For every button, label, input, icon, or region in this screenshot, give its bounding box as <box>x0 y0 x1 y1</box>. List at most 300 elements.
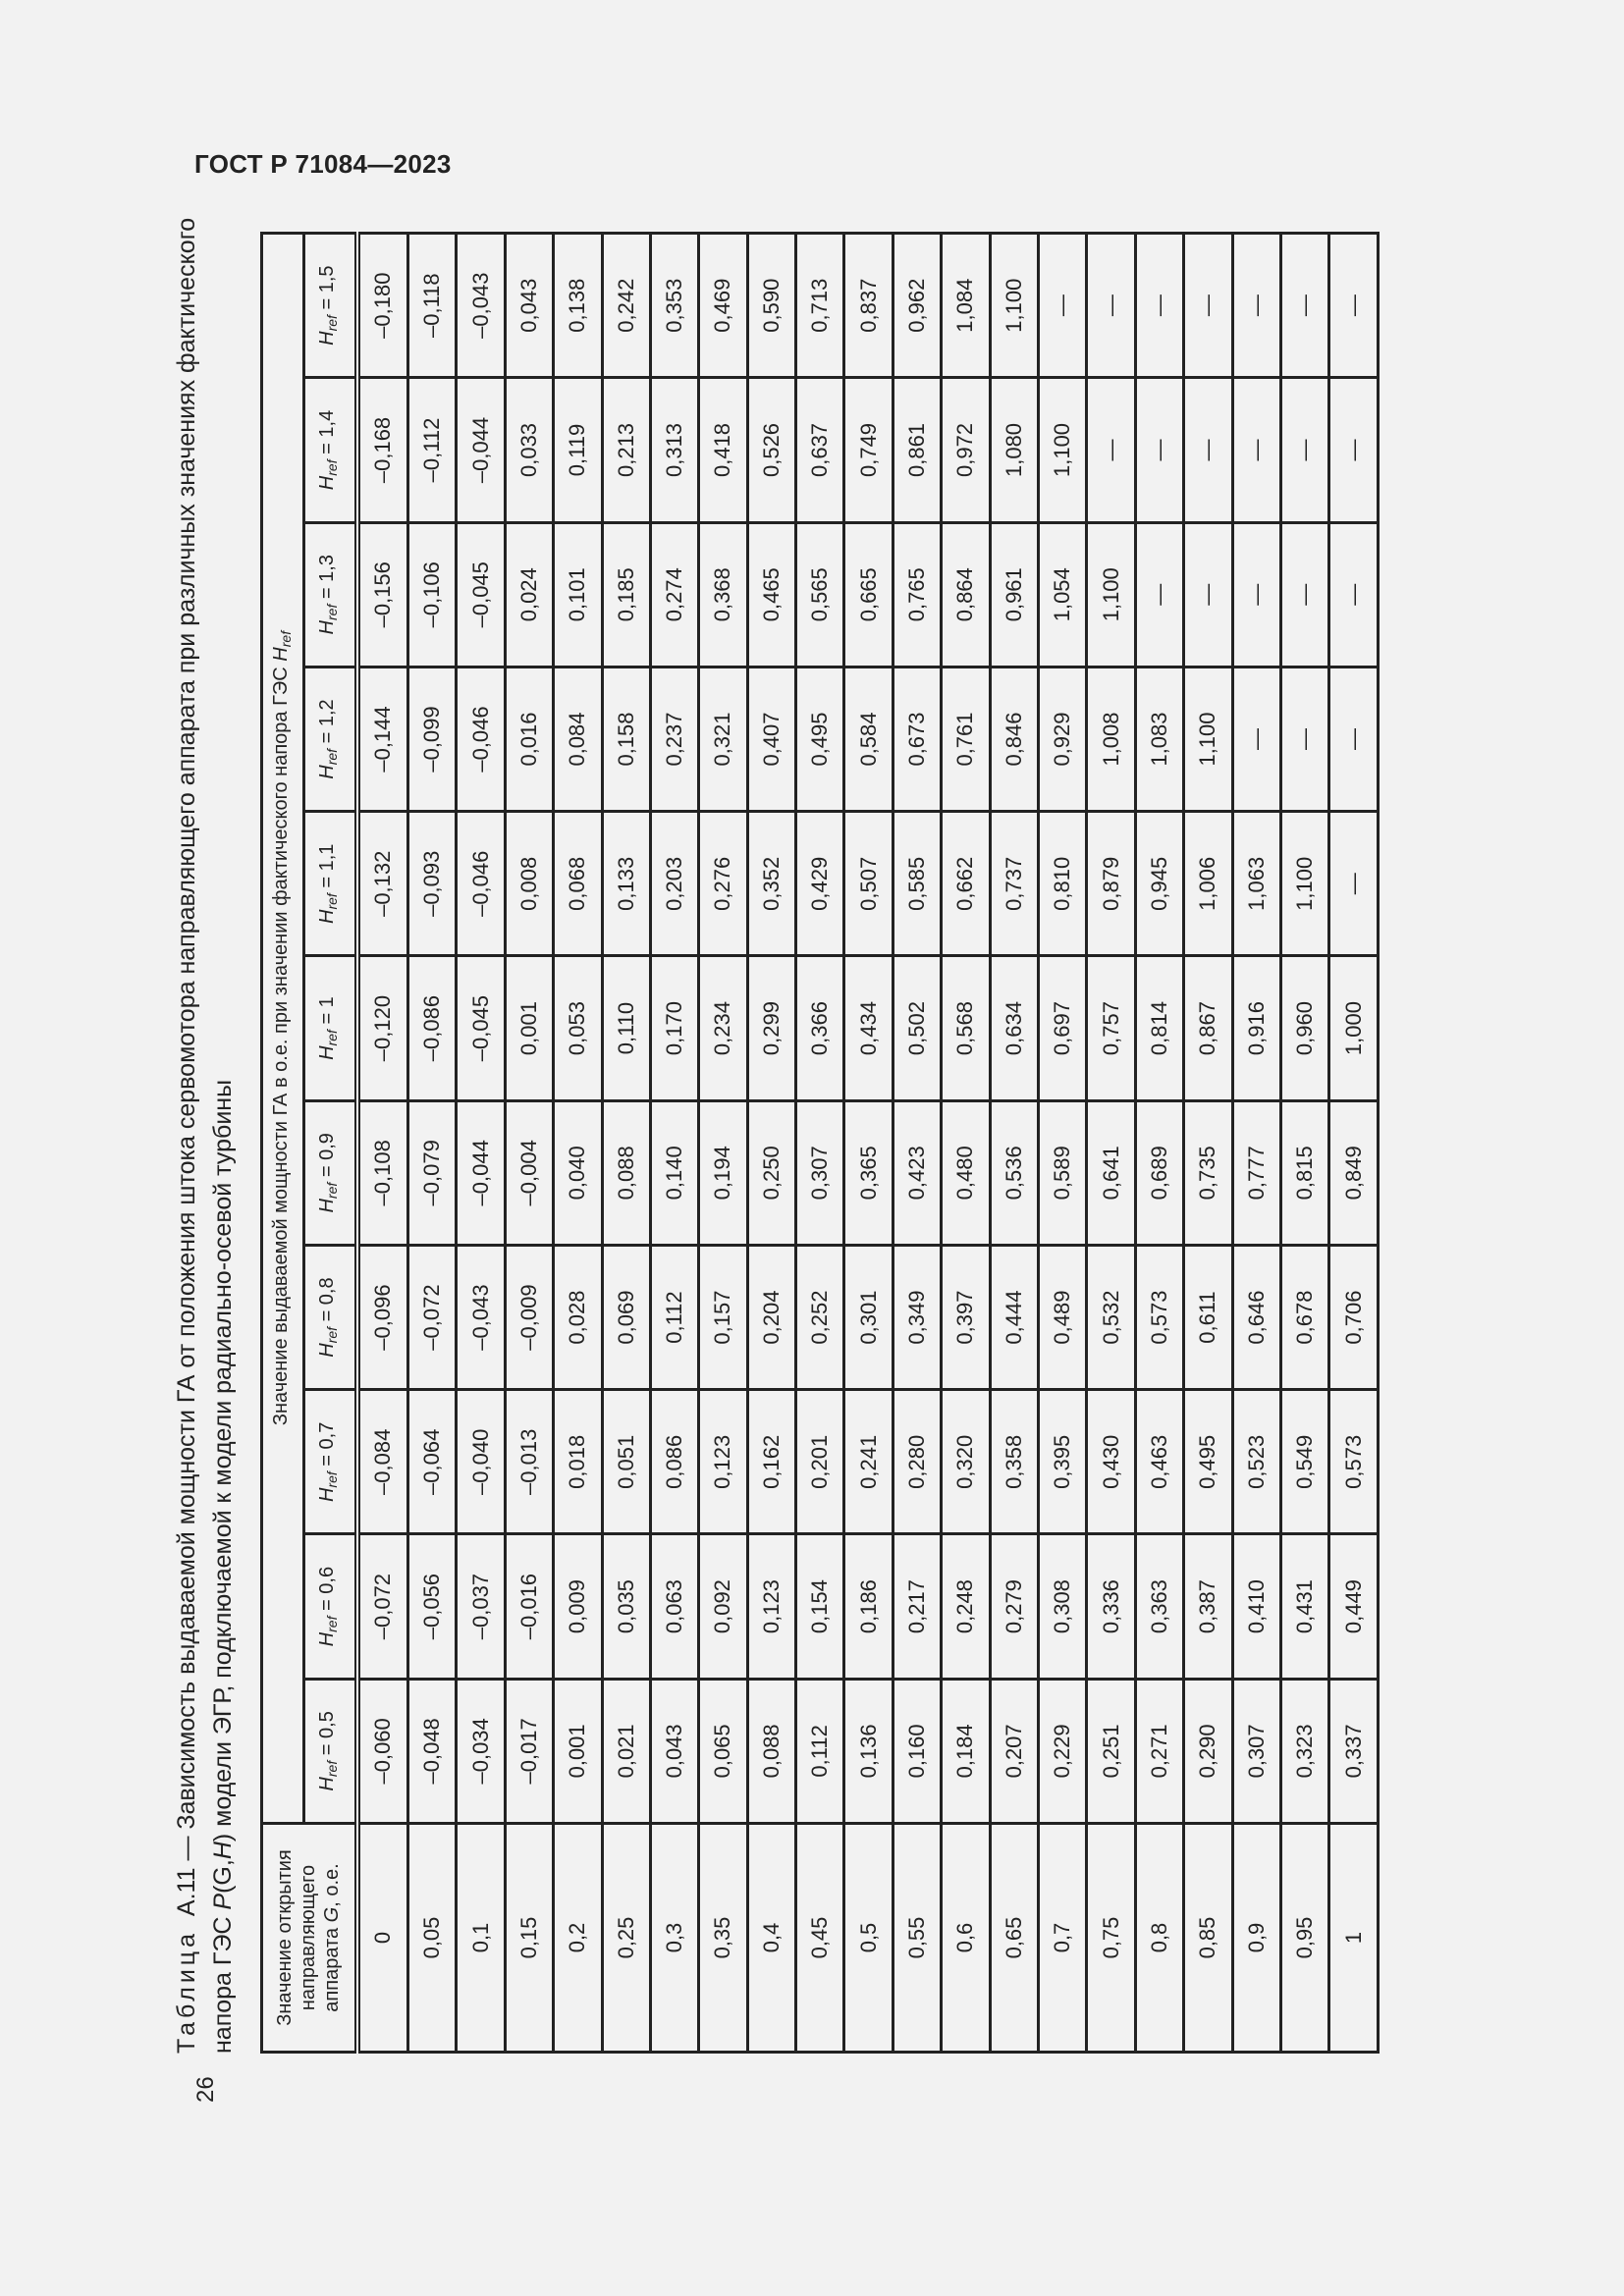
row-header-text: , о.е. <box>321 1863 344 1907</box>
power-value-cell: –0,064 <box>407 1390 456 1534</box>
g-value-cell: 0,8 <box>1135 1824 1183 2053</box>
power-value-cell: 0,929 <box>1039 667 1087 811</box>
power-value-cell: 1,100 <box>990 234 1038 378</box>
power-value-cell: 0,234 <box>699 956 747 1100</box>
power-value-cell: –0,132 <box>357 812 408 956</box>
power-value-cell: 0,590 <box>747 234 795 378</box>
table-row <box>1184 234 1232 2053</box>
power-value-cell: 0,024 <box>505 522 553 667</box>
power-value-cell: 0,321 <box>699 667 747 811</box>
power-value-cell: 0,366 <box>796 956 844 1100</box>
power-value-cell: 0,358 <box>990 1390 1038 1534</box>
h-var: H <box>316 475 339 491</box>
power-value-cell: 0,814 <box>1135 956 1183 1100</box>
power-value-cell: 0,565 <box>796 522 844 667</box>
power-value-cell: 0,961 <box>990 522 1038 667</box>
power-value-cell: 0,018 <box>554 1390 602 1534</box>
power-value-cell: –0,118 <box>407 234 456 378</box>
h-sub: ref <box>324 1326 341 1344</box>
power-value-cell: 0,028 <box>554 1245 602 1389</box>
power-value-cell: 0,463 <box>1135 1390 1183 1534</box>
power-value-cell: 0,084 <box>554 667 602 811</box>
table-row <box>699 234 747 2053</box>
table-caption <box>169 188 242 2054</box>
table-row <box>990 234 1038 2053</box>
power-value-cell: 0,815 <box>1280 1100 1328 1245</box>
caption-line-1 <box>169 188 205 2054</box>
power-value-cell: 0,757 <box>1087 956 1135 1100</box>
row-header-cell <box>262 1824 357 2053</box>
power-value-cell: — <box>1329 812 1379 956</box>
group-header-cell <box>262 234 304 1824</box>
g-value-cell: 0,4 <box>747 1824 795 2053</box>
power-value-cell: 0,689 <box>1135 1100 1183 1245</box>
column-header: $H_{ref} = 0,7$ <box>304 1390 357 1534</box>
g-value-cell: 0,65 <box>990 1824 1038 2053</box>
column-header: $H_{ref} = 1,1$ <box>304 812 357 956</box>
power-value-cell: 0,274 <box>650 522 698 667</box>
column-header: $H_{ref} = 0,8$ <box>304 1245 357 1389</box>
table-row <box>893 234 941 2053</box>
power-value-cell: 0,480 <box>942 1100 990 1245</box>
power-value-cell: 0,434 <box>844 956 893 1100</box>
power-value-cell: 0,053 <box>554 956 602 1100</box>
table-row <box>1280 234 1328 2053</box>
power-value-cell: 0,962 <box>893 234 941 378</box>
power-value-cell: 1,063 <box>1232 812 1280 956</box>
power-value-cell: –0,180 <box>357 234 408 378</box>
g-value-cell: 0,1 <box>457 1824 505 2053</box>
power-value-cell: 0,204 <box>747 1245 795 1389</box>
power-value-cell: 0,290 <box>1184 1679 1232 1823</box>
power-value-cell: 0,697 <box>1039 956 1087 1100</box>
power-value-cell: –0,040 <box>457 1390 505 1534</box>
power-value-cell: –0,086 <box>407 956 456 1100</box>
h-value: 0,7 <box>316 1421 339 1450</box>
power-value-cell: –0,120 <box>357 956 408 1100</box>
h-sub: ref <box>324 1760 341 1778</box>
power-value-cell: –0,060 <box>357 1679 408 1823</box>
power-value-cell: 0,136 <box>844 1679 893 1823</box>
power-value-cell: 0,349 <box>893 1245 941 1389</box>
g-value-cell: 0,9 <box>1232 1824 1280 2053</box>
power-value-cell: 0,549 <box>1280 1390 1328 1534</box>
table-row <box>1087 234 1135 2053</box>
power-value-cell: –0,093 <box>407 812 456 956</box>
h-value: 1,1 <box>316 843 339 872</box>
power-value-cell: 0,662 <box>942 812 990 956</box>
power-value-cell: 0,201 <box>796 1390 844 1534</box>
power-value-cell: 0,035 <box>602 1534 650 1679</box>
h-value: 1,4 <box>316 409 339 438</box>
power-value-cell: 0,387 <box>1184 1534 1232 1679</box>
power-value-cell: 0,160 <box>893 1679 941 1823</box>
h-var: H <box>316 1487 339 1503</box>
power-value-cell: 0,250 <box>747 1100 795 1245</box>
power-value-cell: 0,001 <box>554 1679 602 1823</box>
power-value-cell: 0,033 <box>505 378 553 522</box>
power-value-cell: — <box>1329 522 1379 667</box>
caption-var: P <box>209 1893 237 1910</box>
power-value-cell: –0,004 <box>505 1100 553 1245</box>
power-value-cell: –0,044 <box>457 1100 505 1245</box>
power-value-cell: 0,043 <box>505 234 553 378</box>
power-value-cell: –0,017 <box>505 1679 553 1823</box>
power-value-cell: –0,046 <box>457 667 505 811</box>
power-value-cell: 0,507 <box>844 812 893 956</box>
power-value-cell: — <box>1135 522 1183 667</box>
power-value-cell: 0,765 <box>893 522 941 667</box>
power-value-cell: 0,444 <box>990 1245 1038 1389</box>
table-row <box>407 234 456 2053</box>
power-value-cell: 0,307 <box>796 1100 844 1245</box>
power-value-cell: 0,086 <box>650 1390 698 1534</box>
h-value: 1,3 <box>316 555 339 582</box>
power-value-cell: 0,043 <box>650 1679 698 1823</box>
h-var: H <box>316 1045 339 1060</box>
power-value-cell: — <box>1280 522 1328 667</box>
power-value-cell: 0,972 <box>942 378 990 522</box>
table-row <box>357 234 408 2053</box>
power-value-cell: 0,299 <box>747 956 795 1100</box>
h-var: H <box>316 331 339 346</box>
power-value-cell: –0,072 <box>357 1534 408 1679</box>
table-row <box>457 234 505 2053</box>
power-value-cell: 0,397 <box>942 1245 990 1389</box>
h-sub: ref <box>324 1471 341 1488</box>
g-value-cell: 0,3 <box>650 1824 698 2053</box>
power-value-cell: 0,237 <box>650 667 698 811</box>
power-value-cell: — <box>1135 378 1183 522</box>
g-value-cell: 0,2 <box>554 1824 602 2053</box>
power-value-cell: 0,158 <box>602 667 650 811</box>
power-value-cell: –0,056 <box>407 1534 456 1679</box>
power-value-cell: 0,573 <box>1329 1390 1379 1534</box>
power-value-cell: 0,589 <box>1039 1100 1087 1245</box>
power-value-cell: 0,088 <box>602 1100 650 1245</box>
h-var: H <box>316 1199 339 1213</box>
power-value-cell: 0,737 <box>990 812 1038 956</box>
power-value-cell: 0,185 <box>602 522 650 667</box>
power-value-cell: –0,108 <box>357 1100 408 1245</box>
table-row <box>1329 234 1379 2053</box>
power-value-cell: 0,495 <box>796 667 844 811</box>
power-value-cell: 0,213 <box>602 378 650 522</box>
power-value-cell: –0,044 <box>457 378 505 522</box>
power-value-cell: 0,365 <box>844 1100 893 1245</box>
power-value-cell: 0,469 <box>699 234 747 378</box>
power-value-cell: 0,323 <box>1280 1679 1328 1823</box>
power-value-cell: 0,495 <box>1184 1390 1232 1534</box>
power-value-cell: 0,641 <box>1087 1100 1135 1245</box>
power-value-cell: 0,611 <box>1184 1245 1232 1389</box>
h-value: 0,6 <box>316 1566 339 1594</box>
power-value-cell: 0,138 <box>554 234 602 378</box>
power-value-cell: 0,363 <box>1135 1534 1183 1679</box>
g-value-cell: 1 <box>1329 1824 1379 2053</box>
power-value-cell: 0,063 <box>650 1534 698 1679</box>
power-value-cell: 0,879 <box>1087 812 1135 956</box>
power-value-cell: –0,072 <box>407 1245 456 1389</box>
power-value-cell: 0,009 <box>554 1534 602 1679</box>
table-row <box>1039 234 1087 2053</box>
power-value-cell: 1,054 <box>1039 522 1087 667</box>
power-value-cell: 0,777 <box>1232 1100 1280 1245</box>
table-row <box>1135 234 1183 2053</box>
power-value-cell: 0,665 <box>844 522 893 667</box>
power-value-cell: — <box>1184 522 1232 667</box>
power-value-cell: 0,040 <box>554 1100 602 1245</box>
power-value-cell: 0,140 <box>650 1100 698 1245</box>
power-value-cell: — <box>1280 667 1328 811</box>
power-value-cell: 0,352 <box>747 812 795 956</box>
power-value-cell: 0,713 <box>796 234 844 378</box>
power-value-cell: 0,353 <box>650 234 698 378</box>
power-value-cell: 0,489 <box>1039 1245 1087 1389</box>
power-value-cell: 0,279 <box>990 1534 1038 1679</box>
table-row <box>796 234 844 2053</box>
power-value-cell: — <box>1329 378 1379 522</box>
power-value-cell: –0,106 <box>407 522 456 667</box>
power-value-cell: 0,248 <box>942 1534 990 1679</box>
power-value-cell: 0,016 <box>505 667 553 811</box>
power-value-cell: — <box>1232 667 1280 811</box>
page-number: 26 <box>192 2076 219 2103</box>
power-value-cell: 0,242 <box>602 234 650 378</box>
table-word: Таблица <box>173 1929 200 2054</box>
power-value-cell: 0,307 <box>1232 1679 1280 1823</box>
h-sub: ref <box>324 1030 341 1046</box>
power-value-cell: 0,069 <box>602 1245 650 1389</box>
power-value-cell: — <box>1329 234 1379 378</box>
power-value-cell: 0,864 <box>942 522 990 667</box>
caption-line-2 <box>205 188 242 2054</box>
power-value-cell: 0,867 <box>1184 956 1232 1100</box>
power-value-cell: 0,251 <box>1087 1679 1135 1823</box>
power-value-cell: 0,837 <box>844 234 893 378</box>
power-value-cell: –0,009 <box>505 1245 553 1389</box>
power-value-cell: 0,568 <box>942 956 990 1100</box>
power-value-cell: 0,217 <box>893 1534 941 1679</box>
g-value-cell: 0,05 <box>407 1824 456 2053</box>
power-value-cell: 1,006 <box>1184 812 1232 956</box>
table-row <box>747 234 795 2053</box>
header-row-group <box>262 234 304 2053</box>
power-value-cell: 0,068 <box>554 812 602 956</box>
power-value-cell: 0,407 <box>747 667 795 811</box>
power-value-cell: –0,013 <box>505 1390 553 1534</box>
power-value-cell: — <box>1232 234 1280 378</box>
power-value-cell: 1,084 <box>942 234 990 378</box>
power-value-cell: 0,123 <box>747 1534 795 1679</box>
power-value-cell: 0,337 <box>1329 1679 1379 1823</box>
g-value-cell: 0,95 <box>1280 1824 1328 2053</box>
power-value-cell: 0,431 <box>1280 1534 1328 1679</box>
g-value-cell: 0,5 <box>844 1824 893 2053</box>
column-header: $H_{ref} = 0,6$ <box>304 1534 357 1679</box>
power-value-cell: 0,157 <box>699 1245 747 1389</box>
table-row <box>554 234 602 2053</box>
table-row <box>650 234 698 2053</box>
h-var: H <box>316 765 339 779</box>
power-value-cell: 0,170 <box>650 956 698 1100</box>
power-value-cell: 0,119 <box>554 378 602 522</box>
h-sub: ref <box>324 1616 341 1632</box>
power-value-cell: 0,336 <box>1087 1534 1135 1679</box>
power-value-cell: 1,080 <box>990 378 1038 522</box>
power-value-cell: 0,861 <box>893 378 941 522</box>
h-sub: ref <box>324 748 341 766</box>
power-value-cell: 0,112 <box>796 1679 844 1823</box>
power-value-cell: 0,123 <box>699 1390 747 1534</box>
power-value-cell: 0,429 <box>796 812 844 956</box>
column-header: $H_{ref} = 1,5$ <box>304 234 357 378</box>
g-value-cell: 0,55 <box>893 1824 941 2053</box>
power-value-cell: — <box>1232 378 1280 522</box>
power-value-cell: 0,112 <box>650 1245 698 1389</box>
power-value-cell: 0,308 <box>1039 1534 1087 1679</box>
power-value-cell: –0,156 <box>357 522 408 667</box>
power-value-cell: — <box>1087 378 1135 522</box>
power-value-cell: 0,088 <box>747 1679 795 1823</box>
power-value-cell: 1,100 <box>1280 812 1328 956</box>
power-value-cell: –0,034 <box>457 1679 505 1823</box>
h-value: 0,9 <box>316 1133 339 1160</box>
caption-var: H <box>209 1842 237 1860</box>
table-body <box>357 234 1379 2053</box>
h-var: H <box>316 1777 339 1791</box>
power-value-cell: 0,162 <box>747 1390 795 1534</box>
power-value-cell: 0,449 <box>1329 1534 1379 1679</box>
h-sub: ref <box>324 459 341 476</box>
h-var: H <box>316 1343 339 1358</box>
power-value-cell: 0,430 <box>1087 1390 1135 1534</box>
power-value-cell: 1,008 <box>1087 667 1135 811</box>
column-header: $H_{ref} = 0,9$ <box>304 1100 357 1245</box>
power-value-cell: –0,045 <box>457 956 505 1100</box>
power-value-cell: 0,313 <box>650 378 698 522</box>
power-value-cell: 0,271 <box>1135 1679 1183 1823</box>
power-value-cell: –0,099 <box>407 667 456 811</box>
power-value-cell: 0,001 <box>505 956 553 1100</box>
power-value-cell: 0,584 <box>844 667 893 811</box>
g-value-cell: 0,35 <box>699 1824 747 2053</box>
power-value-cell: 0,207 <box>990 1679 1038 1823</box>
power-value-cell: 0,252 <box>796 1245 844 1389</box>
power-value-cell: 0,368 <box>699 522 747 667</box>
power-value-cell: –0,016 <box>505 1534 553 1679</box>
power-value-cell: –0,168 <box>357 378 408 522</box>
power-value-cell: 1,100 <box>1087 522 1135 667</box>
h-value: 1,5 <box>316 265 339 294</box>
power-value-cell: 0,423 <box>893 1100 941 1245</box>
power-value-cell: 1,000 <box>1329 956 1379 1100</box>
power-value-cell: 0,846 <box>990 667 1038 811</box>
table-row <box>1232 234 1280 2053</box>
power-value-cell: 0,320 <box>942 1390 990 1534</box>
power-value-cell: — <box>1280 234 1328 378</box>
h-sub: ref <box>324 604 341 620</box>
power-value-cell: 0,021 <box>602 1679 650 1823</box>
h-value: 0,5 <box>316 1711 339 1738</box>
data-table-container <box>260 232 1380 2054</box>
caption-text: ) модели ЭГР, подключаемой к модели радиально-осевой турбины <box>209 1079 237 1842</box>
table-row <box>602 234 650 2053</box>
power-value-cell: — <box>1232 522 1280 667</box>
power-value-cell: — <box>1087 234 1135 378</box>
power-value-cell: 0,410 <box>1232 1534 1280 1679</box>
column-header: $H_{ref} = 1,4$ <box>304 378 357 522</box>
column-header: $H_{ref} = 0,5$ <box>304 1679 357 1823</box>
caption-text: (G, <box>209 1859 237 1894</box>
power-value-cell: 0,523 <box>1232 1390 1280 1534</box>
power-value-cell: 0,678 <box>1280 1245 1328 1389</box>
power-value-cell: 0,526 <box>747 378 795 522</box>
power-value-cell: –0,046 <box>457 812 505 956</box>
g-value-cell: 0,25 <box>602 1824 650 2053</box>
power-value-cell: –0,079 <box>407 1100 456 1245</box>
h-var: H <box>316 620 339 635</box>
power-value-cell: 1,100 <box>1039 378 1087 522</box>
group-header-var: H <box>269 647 292 662</box>
power-value-cell: 0,154 <box>796 1534 844 1679</box>
power-value-cell: –0,144 <box>357 667 408 811</box>
power-value-cell: 0,051 <box>602 1390 650 1534</box>
power-value-cell: 0,241 <box>844 1390 893 1534</box>
g-value-cell: 0 <box>357 1824 408 2053</box>
power-value-cell: –0,084 <box>357 1390 408 1534</box>
power-value-cell: 0,761 <box>942 667 990 811</box>
power-value-cell: 0,585 <box>893 812 941 956</box>
g-value-cell: 0,45 <box>796 1824 844 2053</box>
power-value-cell: –0,037 <box>457 1534 505 1679</box>
power-value-cell: 0,276 <box>699 812 747 956</box>
power-value-cell: 0,945 <box>1135 812 1183 956</box>
power-value-cell: 0,637 <box>796 378 844 522</box>
power-value-cell: 0,634 <box>990 956 1038 1100</box>
row-header-var: G <box>321 1906 344 1923</box>
g-value-cell: 0,85 <box>1184 1824 1232 2053</box>
power-value-cell: 0,532 <box>1087 1245 1135 1389</box>
power-value-cell: 0,418 <box>699 378 747 522</box>
power-value-cell: — <box>1280 378 1328 522</box>
power-value-cell: — <box>1135 234 1183 378</box>
power-table <box>260 232 1380 2054</box>
h-var: H <box>316 1631 339 1647</box>
power-value-cell: 0,502 <box>893 956 941 1100</box>
power-value-cell: 0,065 <box>699 1679 747 1823</box>
power-value-cell: –0,043 <box>457 234 505 378</box>
power-value-cell: 0,916 <box>1232 956 1280 1100</box>
power-value-cell: 0,092 <box>699 1534 747 1679</box>
power-value-cell: 0,849 <box>1329 1100 1379 1245</box>
g-value-cell: 0,75 <box>1087 1824 1135 2053</box>
power-value-cell: 0,203 <box>650 812 698 956</box>
power-value-cell: 0,673 <box>893 667 941 811</box>
power-value-cell: — <box>1184 378 1232 522</box>
power-value-cell: 0,395 <box>1039 1390 1087 1534</box>
power-value-cell: 0,229 <box>1039 1679 1087 1823</box>
power-value-cell: –0,045 <box>457 522 505 667</box>
group-header-sub: ref <box>277 630 294 648</box>
h-var: H <box>316 909 339 924</box>
power-value-cell: 0,184 <box>942 1679 990 1823</box>
h-sub: ref <box>324 315 341 332</box>
g-value-cell: 0,15 <box>505 1824 553 2053</box>
group-header-text: Значение выдаваемой мощности ГА в о.е. при значении фактического напора ГЭС <box>269 661 292 1426</box>
document-id: ГОСТ Р 71084—2023 <box>194 149 452 179</box>
g-value-cell: 0,6 <box>942 1824 990 2053</box>
